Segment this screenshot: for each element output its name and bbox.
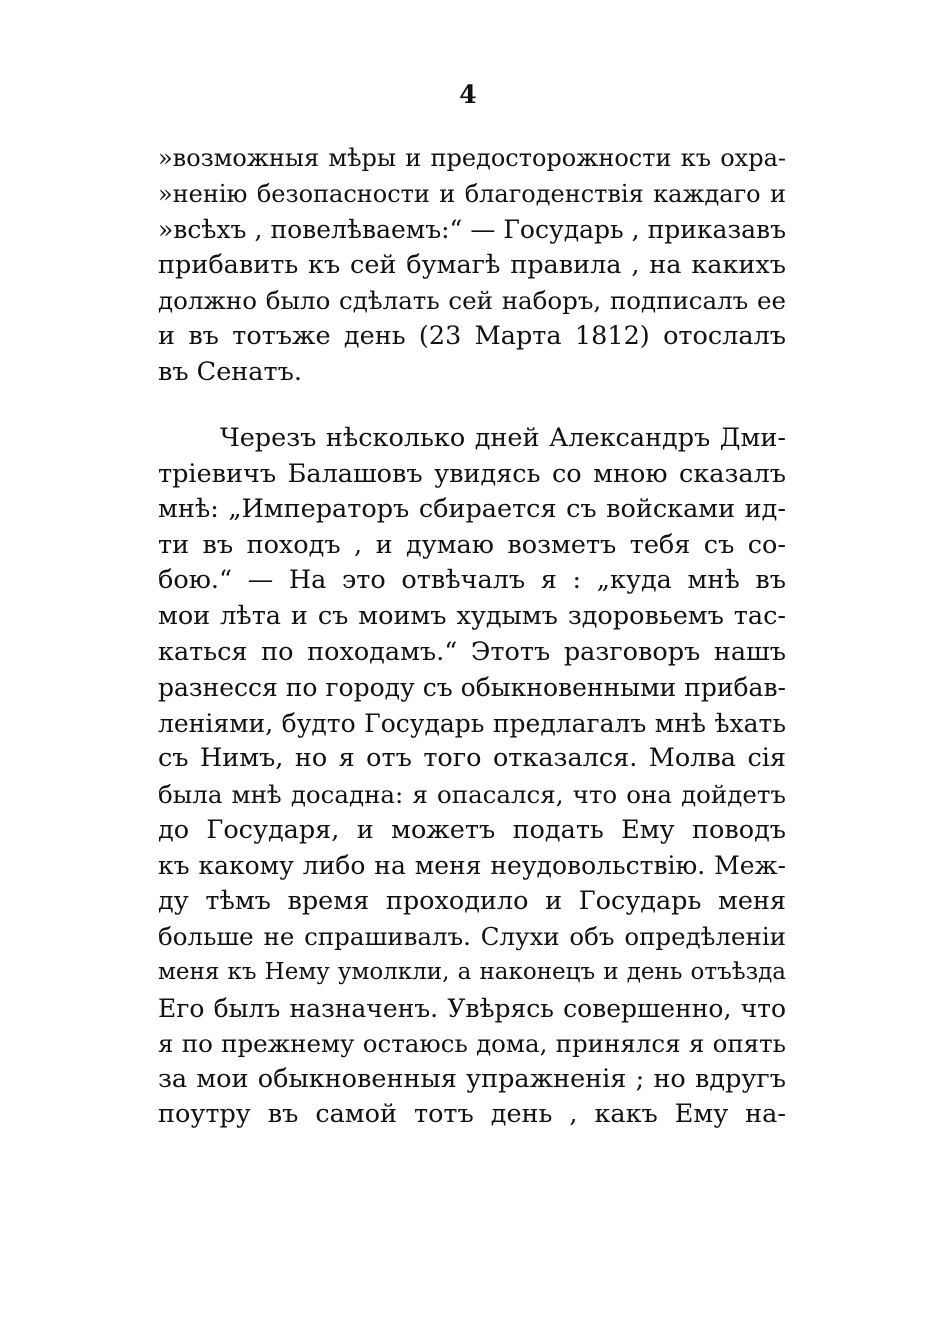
text-line: »ненію безопасности и благоденствія каждаго и (158, 179, 786, 208)
text-line: до Государя, и можетъ подать Ему поводъ (158, 814, 786, 845)
text-line: »всѣхъ , повелѣваемъ:“ — Государь , приказавъ (158, 215, 786, 245)
text-line: Черезъ нѣсколько дней Александръ Дми- (220, 423, 786, 453)
text-line: бою.“ — На это отвѣчалъ я : „куда мнѣ въ (158, 565, 786, 596)
text-line: въ Сенатъ. (158, 356, 302, 387)
text-line: меня къ Нему умолкли, а наконецъ и день отъѣзда (158, 958, 786, 985)
paragraph-1 (158, 141, 786, 390)
text-line: тріевичъ Балашовъ увидясь со мною сказалъ (158, 458, 786, 489)
text-line: прибавить къ сей бумагѣ правила , на какихъ (158, 249, 786, 280)
text-line: и въ тотъже день (23 Марта 1812) отослалъ (158, 320, 786, 351)
text-line: »возможныя мѣры и предосторожности къ охра- (158, 144, 786, 172)
text-line: съ Нимъ, но я отъ того отказался. Молва сія (158, 743, 786, 774)
text-line: къ какому либо на меня неудовольствію. Меж- (158, 851, 786, 881)
text-line: Его былъ назначенъ. Увѣрясь совершенно, что (158, 993, 786, 1023)
text-line: больше не спрашивалъ. Слухи объ опредѣленіи (158, 922, 786, 952)
paragraph-2 (158, 421, 786, 1133)
text-line: каться по походамъ.“ Этотъ разговоръ нашъ (158, 636, 786, 667)
page-number: 4 (459, 80, 477, 109)
text-line: ти въ походъ , и думаю возметъ тебя съ со- (158, 529, 786, 560)
text-line: должно было сдѣлать сей наборъ, подписалъ ее (158, 286, 786, 316)
text-line: я по прежнему остаюсь дома, принялся я опять (158, 1029, 786, 1059)
text-line: была мнѣ досадна: я опасался, что она дойдетъ (158, 779, 786, 809)
text-line: мои лѣта и съ моимъ худымъ здоровьемъ тас- (158, 600, 786, 631)
text-line: леніями, будто Государь предлагалъ мнѣ ѣхать (158, 708, 786, 738)
text-line: разнесся по городу съ обыкновенными прибав- (158, 673, 786, 703)
text-line: поутру въ самой тотъ день , какъ Ему на- (158, 1099, 786, 1130)
text-line: мнѣ: „Императоръ сбирается съ войсками ид- (158, 494, 786, 525)
text-line: ду тѣмъ время проходило и Государь меня (158, 885, 786, 916)
text-line: за мои обыкновенныя упражненія ; но вдругъ (158, 1063, 786, 1094)
